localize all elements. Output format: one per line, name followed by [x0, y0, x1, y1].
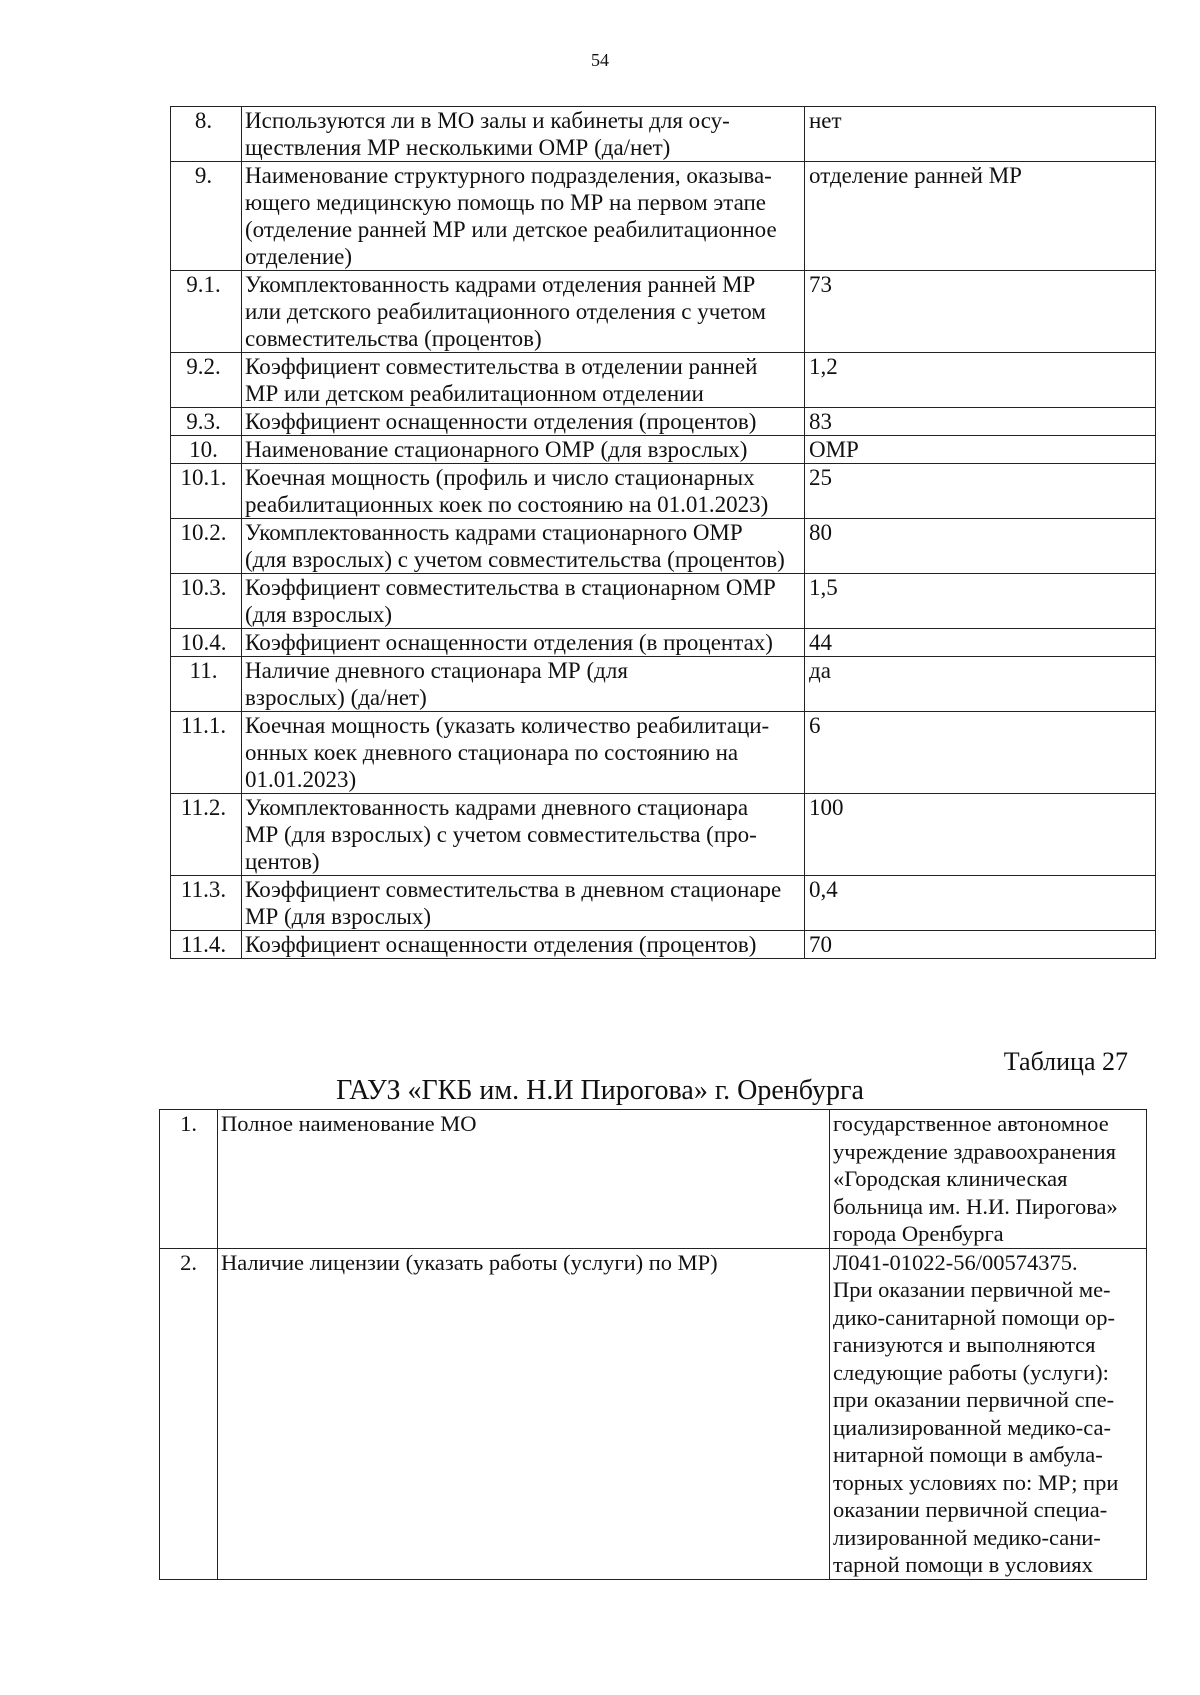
row-value: нет [805, 107, 1156, 162]
row-value: 44 [805, 629, 1156, 657]
row-number: 11.1. [171, 712, 242, 794]
table-row [171, 271, 1156, 353]
table-row [171, 794, 1156, 876]
row-number: 11. [171, 657, 242, 712]
table-row [171, 657, 1156, 712]
row-label: Укомплектованность кадрами отделения ранней МР или детского реабилитационного отделения с учетом совместительства (процентов) [242, 271, 805, 353]
table-row [171, 519, 1156, 574]
row-label: Используются ли в МО залы и кабинеты для осу- ществления МР несколькими ОМР (да/нет) [242, 107, 805, 162]
row-number: 9. [171, 162, 242, 271]
table-row [160, 1248, 1147, 1579]
indicators-table-body [171, 107, 1156, 959]
row-label: Коэффициент оснащенности отделения (в процентах) [242, 629, 805, 657]
row-label: Коечная мощность (профиль и число стационарных реабилитационных коек по состоянию на 01.01.2023) [242, 464, 805, 519]
row-value: 100 [805, 794, 1156, 876]
row-number: 9.2. [171, 353, 242, 408]
row-number: 10.3. [171, 574, 242, 629]
row-label: Коэффициент совместительства в дневном стационаре МР (для взрослых) [242, 876, 805, 931]
organization-table-body [160, 1110, 1147, 1580]
row-label: Коэффициент совместительства в отделении ранней МР или детском реабилитационном отделении [242, 353, 805, 408]
table-row [171, 931, 1156, 959]
row-number: 9.3. [171, 408, 242, 436]
row-number: 8. [171, 107, 242, 162]
table-row [171, 629, 1156, 657]
row-label: Укомплектованность кадрами стационарного ОМР (для взрослых) с учетом совместительства (процентов) [242, 519, 805, 574]
row-value: 25 [805, 464, 1156, 519]
table-row [171, 353, 1156, 408]
row-label: Наличие дневного стационара МР (для взрослых) (да/нет) [242, 657, 805, 712]
row-number: 11.3. [171, 876, 242, 931]
table-row [171, 464, 1156, 519]
row-value: ОМР [805, 436, 1156, 464]
row-value: 80 [805, 519, 1156, 574]
row-number: 11.2. [171, 794, 242, 876]
row-label: Коэффициент оснащенности отделения (процентов) [242, 931, 805, 959]
row-value: Л041-01022-56/00574375. При оказании первичной ме- дико-санитарной помощи ор- ганизуются и выполняются следующие работы (услуги): при оказании первичной спе- циализированной медико-са- нитарной помощи в амбула- торных условиях по: МР; при оказании первичной специа- лизированной медико-сани- тарной помощи в условиях [830, 1248, 1147, 1579]
table-row [171, 712, 1156, 794]
table-title: ГАУЗ «ГКБ им. Н.И Пирогова» г. Оренбурга [336, 1075, 864, 1106]
row-label: Наименование структурного подразделения, оказыва- ющего медицинскую помощь по МР на первом этапе (отделение ранней МР или детское реабилитационное отделение) [242, 162, 805, 271]
row-label: Укомплектованность кадрами дневного стационара МР (для взрослых) с учетом совместительства (про- центов) [242, 794, 805, 876]
row-number: 10.4. [171, 629, 242, 657]
table-row [171, 876, 1156, 931]
table-caption: Таблица 27 [1003, 1047, 1128, 1076]
row-value: 1,5 [805, 574, 1156, 629]
row-number: 10. [171, 436, 242, 464]
row-value: да [805, 657, 1156, 712]
table-row [171, 107, 1156, 162]
table-row [171, 436, 1156, 464]
table-row [171, 162, 1156, 271]
organization-table [159, 1109, 1147, 1580]
row-value: отделение ранней МР [805, 162, 1156, 271]
row-value: 0,4 [805, 876, 1156, 931]
row-label: Коэффициент оснащенности отделения (процентов) [242, 408, 805, 436]
page-number: 54 [591, 50, 609, 70]
row-number: 10.2. [171, 519, 242, 574]
row-value: 1,2 [805, 353, 1156, 408]
row-number: 2. [160, 1248, 218, 1579]
row-label: Наименование стационарного ОМР (для взрослых) [242, 436, 805, 464]
row-value: 70 [805, 931, 1156, 959]
indicators-table [170, 106, 1156, 959]
row-value: 73 [805, 271, 1156, 353]
row-label: Полное наименование МО [218, 1110, 830, 1249]
row-value: 6 [805, 712, 1156, 794]
row-label: Коэффициент совместительства в стационарном ОМР (для взрослых) [242, 574, 805, 629]
row-number: 1. [160, 1110, 218, 1249]
row-value: государственное автономное учреждение здравоохранения «Городская клиническая больница им. Н.И. Пирогова» города Оренбурга [830, 1110, 1147, 1249]
row-label: Коечная мощность (указать количество реабилитаци- онных коек дневного стационара по состоянию на 01.01.2023) [242, 712, 805, 794]
row-value: 83 [805, 408, 1156, 436]
table-row [171, 574, 1156, 629]
row-number: 10.1. [171, 464, 242, 519]
table-row [160, 1110, 1147, 1249]
row-number: 11.4. [171, 931, 242, 959]
row-label: Наличие лицензии (указать работы (услуги) по МР) [218, 1248, 830, 1579]
row-number: 9.1. [171, 271, 242, 353]
table-row [171, 408, 1156, 436]
